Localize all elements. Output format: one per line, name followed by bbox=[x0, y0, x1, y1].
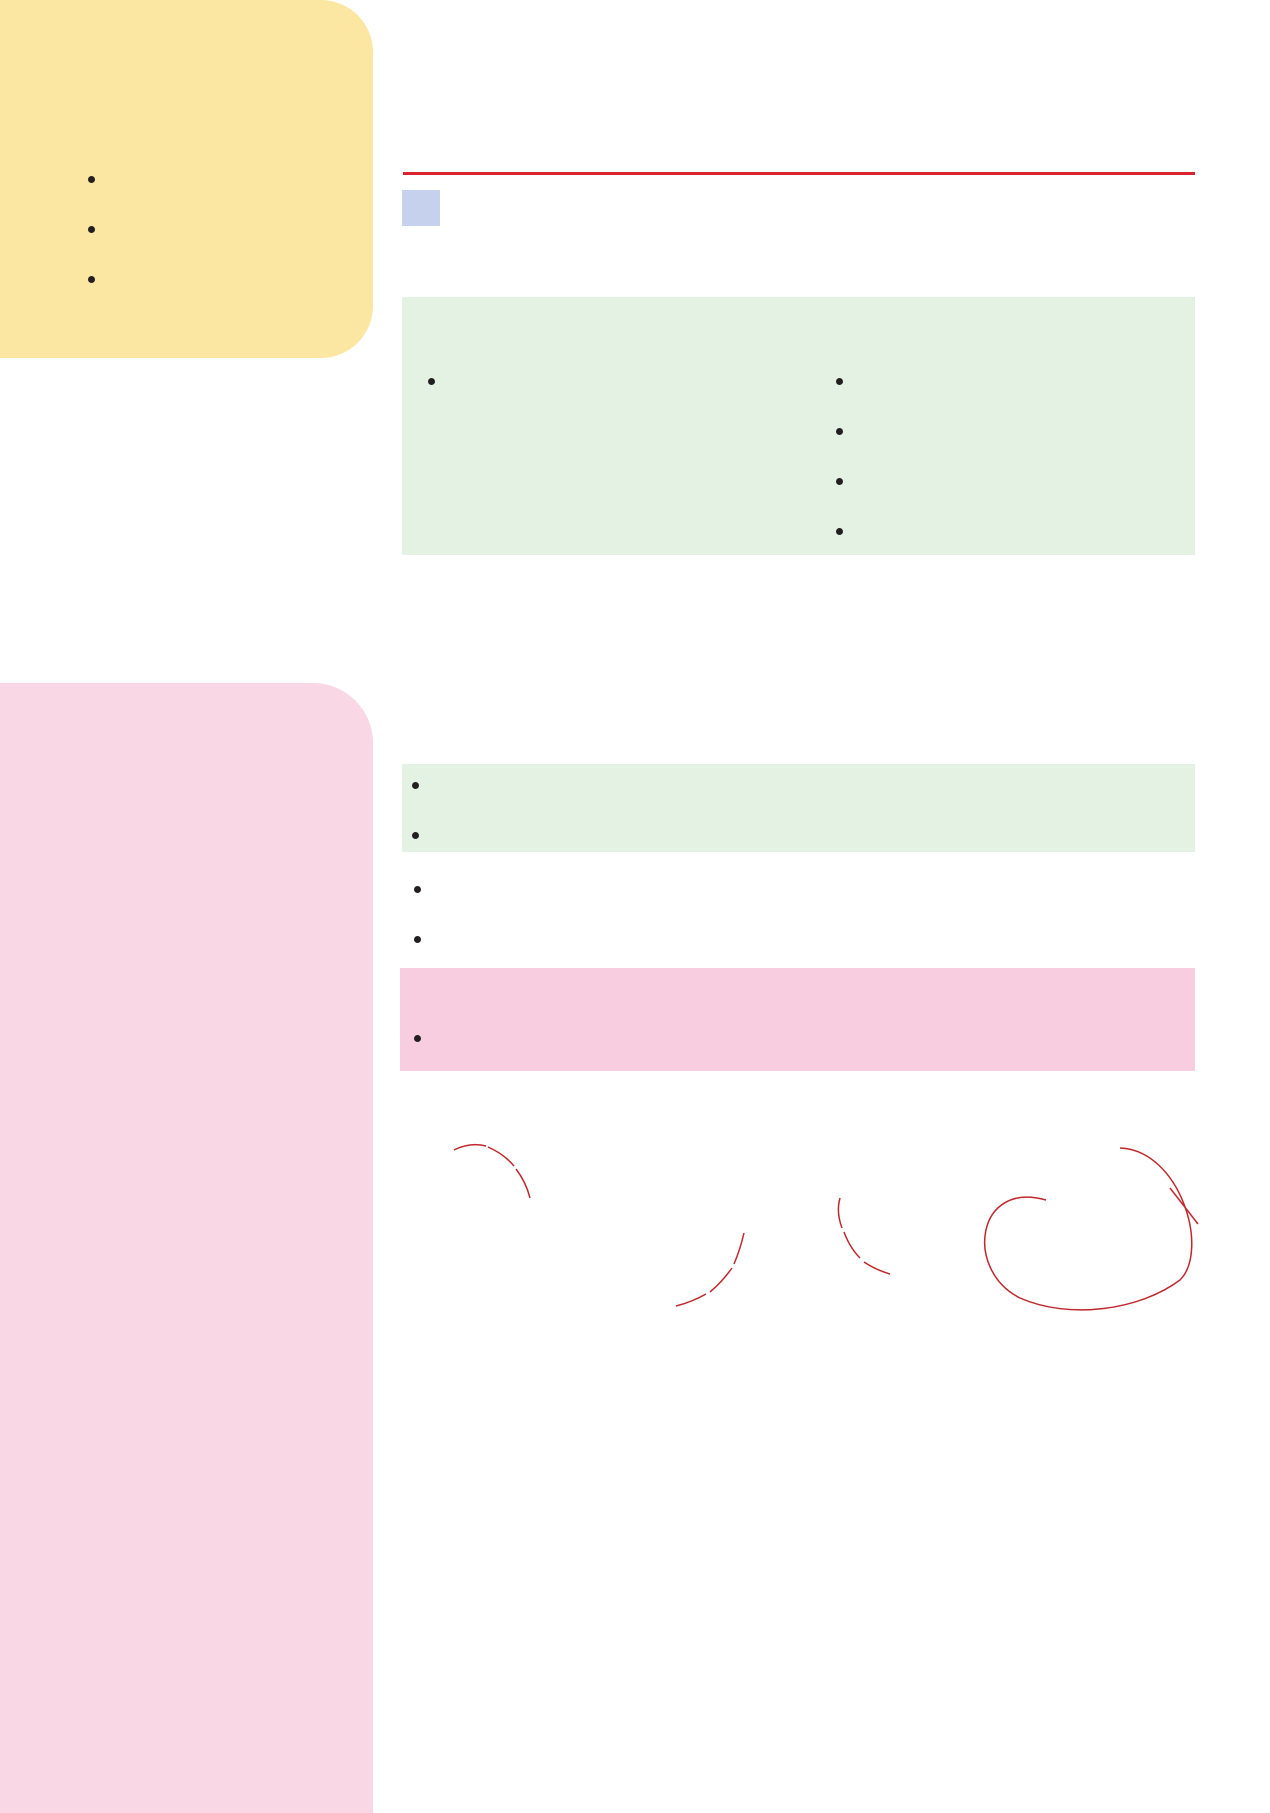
keyword-item bbox=[88, 204, 105, 254]
remember-right bbox=[836, 368, 853, 396]
practice-box bbox=[0, 683, 373, 1813]
clock-row-bottom bbox=[380, 1120, 1220, 1335]
question-item bbox=[414, 876, 431, 904]
observe-box bbox=[400, 968, 1195, 1071]
question-item bbox=[414, 926, 431, 954]
fact-item bbox=[412, 822, 429, 850]
fact-item bbox=[412, 772, 429, 800]
section-number bbox=[402, 190, 440, 226]
remember-right bbox=[836, 418, 853, 446]
remember-right bbox=[836, 518, 853, 546]
remember-right bbox=[836, 468, 853, 496]
title-rule bbox=[403, 172, 1195, 175]
keyword-item bbox=[88, 154, 105, 204]
facts-box bbox=[402, 764, 1195, 852]
observe-text bbox=[414, 1025, 431, 1053]
keywords-box bbox=[0, 0, 373, 358]
remember-box bbox=[402, 297, 1195, 555]
clock-row-top bbox=[402, 620, 1195, 760]
remember-left bbox=[428, 368, 445, 396]
keyword-item bbox=[88, 254, 105, 304]
